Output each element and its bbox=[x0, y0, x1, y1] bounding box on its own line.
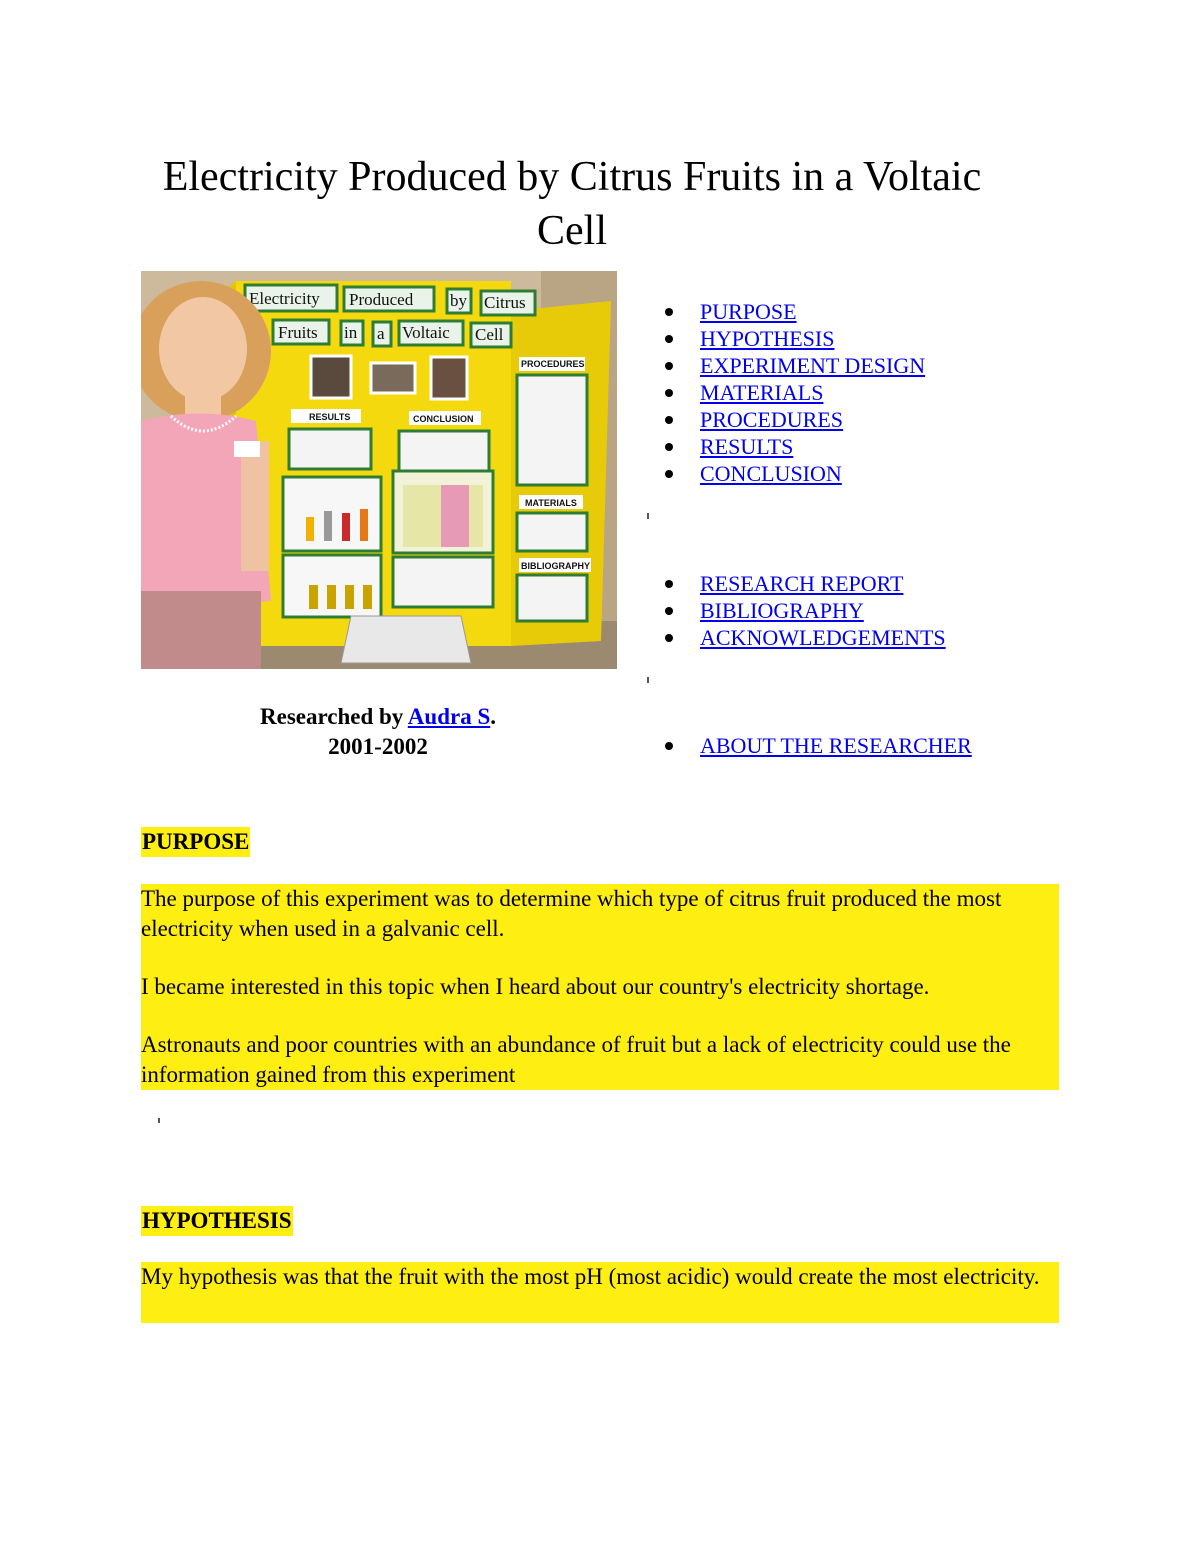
nav-item-experiment-design bbox=[660, 352, 925, 379]
nav-item-purpose bbox=[660, 298, 925, 325]
nav-link-research-report[interactable]: RESEARCH REPORT bbox=[700, 571, 904, 596]
nav-item-bibliography bbox=[660, 597, 946, 624]
nav-item-conclusion bbox=[660, 460, 925, 487]
nav-link-experiment-design[interactable]: EXPERIMENT DESIGN bbox=[700, 353, 926, 378]
board-label: RESULTS bbox=[309, 412, 351, 422]
nav-link-hypothesis[interactable]: HYPOTHESIS bbox=[700, 326, 835, 351]
nav-item-results bbox=[660, 433, 925, 460]
stray-mark bbox=[158, 1118, 160, 1123]
board-label: BIBLIOGRAPHY bbox=[521, 561, 591, 571]
board-word: Produced bbox=[349, 290, 414, 309]
nav-link-acknowledgements[interactable]: ACKNOWLEDGEMENTS bbox=[700, 625, 946, 650]
nav-list-primary bbox=[660, 298, 925, 487]
hypothesis-paragraph: My hypothesis was that the fruit with the most pH (most acidic) would create the most electricity. bbox=[141, 1264, 1040, 1289]
purpose-paragraph: Astronauts and poor countries with an abundance of fruit but a lack of electricity could use the information gained from this experiment bbox=[141, 1032, 1011, 1087]
board-label: MATERIALS bbox=[525, 498, 577, 508]
nav-item-materials bbox=[660, 379, 925, 406]
nav-list-secondary bbox=[660, 570, 946, 651]
author-link[interactable]: Audra S bbox=[407, 704, 491, 729]
nav-item-research-report bbox=[660, 570, 946, 597]
purpose-text bbox=[141, 884, 1059, 1090]
board-word: Fruits bbox=[278, 323, 318, 342]
board-word: Cell bbox=[475, 325, 504, 344]
nav-item-acknowledgements bbox=[660, 624, 946, 651]
nav-link-purpose[interactable]: PURPOSE bbox=[700, 299, 797, 324]
stray-mark bbox=[647, 513, 649, 519]
board-word: Electricity bbox=[249, 289, 320, 308]
hypothesis-text bbox=[141, 1262, 1059, 1323]
nav-item-procedures bbox=[660, 406, 925, 433]
board-word: in bbox=[344, 323, 358, 342]
nav-link-results[interactable]: RESULTS bbox=[700, 434, 794, 459]
board-word: by bbox=[450, 291, 467, 310]
purpose-heading: PURPOSE bbox=[141, 827, 250, 857]
board-word: a bbox=[377, 324, 385, 343]
science-fair-photo bbox=[141, 271, 617, 669]
credit-line: Researched by Audra S. bbox=[260, 704, 496, 729]
nav-link-conclusion[interactable]: CONCLUSION bbox=[700, 461, 842, 486]
nav-link-about-researcher[interactable]: ABOUT THE RESEARCHER bbox=[700, 733, 972, 758]
credit bbox=[141, 702, 615, 762]
page-title: Electricity Produced by Citrus Fruits in a Voltaic Cell bbox=[162, 154, 982, 254]
nav-item-hypothesis bbox=[660, 325, 925, 352]
board-label: PROCEDURES bbox=[521, 359, 585, 369]
nav-item-about-researcher bbox=[660, 732, 972, 759]
nav-link-bibliography[interactable]: BIBLIOGRAPHY bbox=[700, 598, 864, 623]
purpose-paragraph: I became interested in this topic when I heard about our country's electricity shortage. bbox=[141, 974, 930, 999]
board-label: CONCLUSION bbox=[413, 414, 474, 424]
credit-year: 2001-2002 bbox=[328, 734, 428, 759]
nav-link-materials[interactable]: MATERIALS bbox=[700, 380, 824, 405]
board-word: Citrus bbox=[484, 293, 526, 312]
nav-list-tertiary bbox=[660, 732, 972, 759]
board-word: Voltaic bbox=[402, 323, 450, 342]
nav-link-procedures[interactable]: PROCEDURES bbox=[700, 407, 844, 432]
purpose-paragraph: The purpose of this experiment was to determine which type of citrus fruit produced the most electricity when used in a galvanic cell. bbox=[141, 886, 1002, 941]
stray-mark bbox=[647, 677, 649, 683]
hypothesis-heading: HYPOTHESIS bbox=[141, 1206, 293, 1236]
